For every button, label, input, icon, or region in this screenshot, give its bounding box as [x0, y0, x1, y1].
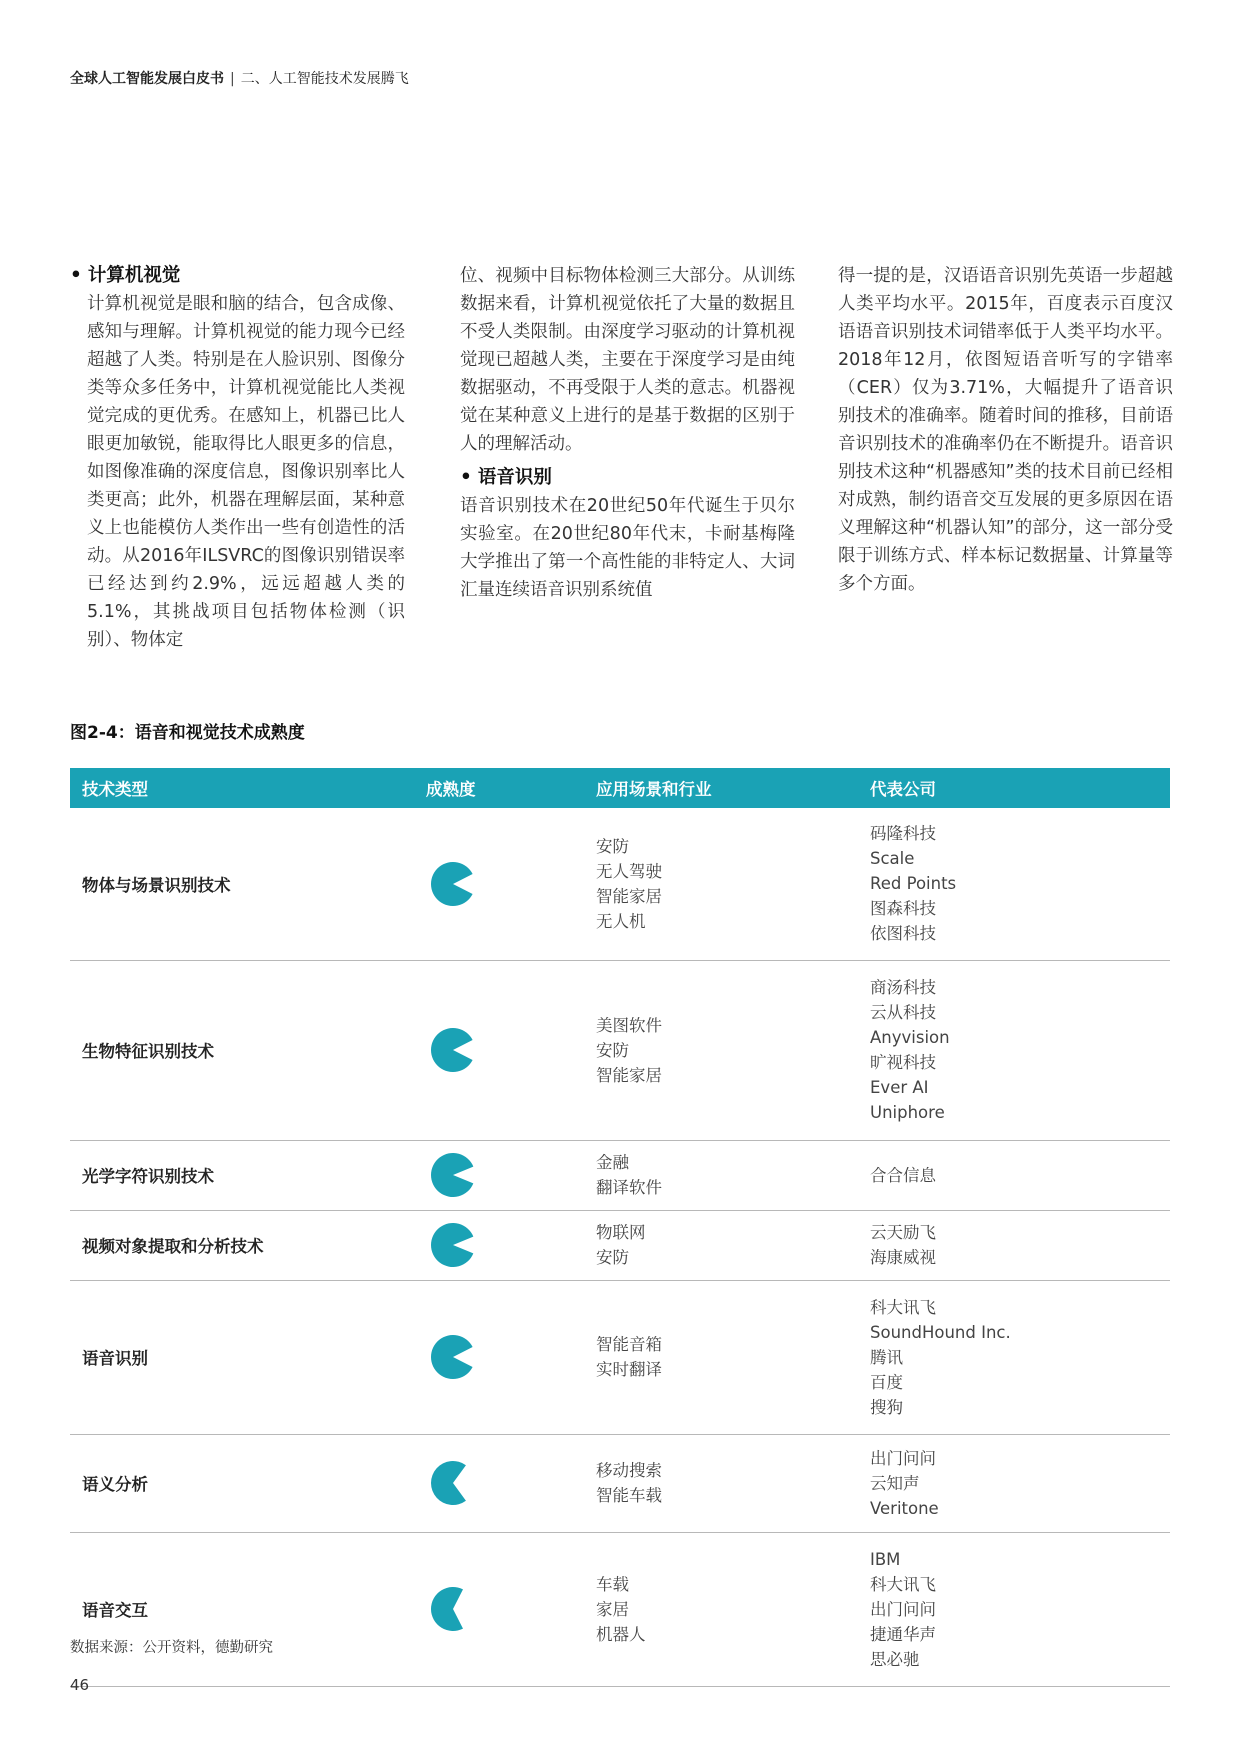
section-title-asr: 语音识别: [477, 467, 552, 488]
company-item: 云知声: [870, 1473, 920, 1493]
company-item: Veritone: [870, 1498, 939, 1518]
section-body-cv-1: 计算机视觉是眼和脑的结合，包含成像、感知与理解。计算机视觉的能力现今已经超越了人类。特别是在人脸识别、图像分类等众多任务中，计算机视觉能比人类视觉完成的更优秀。在感知上，机器已比人眼更加敏锐，能取得比人眼更多的信息，如图像准确的深度信息，图像识别率比人类更高；此外，机器在理解层面，某种意义上也能模仿人类作出一些有创造性的活动。从2016年ILSVRC的图像识别错误率已经达到约2.9%，远远超越人类的5.1%，其挑战项目包括物体检测（识别）、物体定: [87, 294, 405, 650]
table-row: [70, 1532, 1170, 1686]
maturity-pie-icon: [430, 1222, 476, 1268]
company-item: 图森科技: [870, 899, 936, 919]
text-column-3: [838, 262, 1173, 598]
scenario-item: 无人机: [596, 911, 646, 931]
maturity-pie-slice: [431, 1587, 463, 1631]
scenario-item: 智能家居: [596, 886, 662, 906]
table-row: [70, 1210, 1170, 1280]
maturity-pie-slice: [431, 1461, 466, 1505]
page-number: 46: [70, 1676, 90, 1694]
section-body-asr-2: 得一提的是，汉语语音识别先英语一步超越人类平均水平。2015年，百度表示百度汉语语音识别技术词错率低于人类平均水平。2018年12月，依图短语音听写的字错率（CER）仅为3.71%，大幅提升了语音识别技术的准确率。随着时间的推移，目前语音识别技术的准确率仍在不断提升。语音识别技术这种“机器感知”类的技术目前已经相对成熟，制约语音交互发展的更多原因在语义理解这种“机器认知”的部分，这一部分受限于训练方式、样本标记数据量、计算量等多个方面。: [838, 266, 1173, 594]
maturity-pie-icon: [430, 1460, 476, 1506]
company-item: 捷通华声: [870, 1624, 936, 1644]
table-row: [70, 1140, 1170, 1210]
maturity-table: [70, 768, 1170, 1687]
maturity-pie-slice: [431, 1028, 473, 1072]
scenario-item: 金融: [596, 1153, 629, 1172]
maturity-pie-icon: [430, 1152, 476, 1198]
section-body-cv-2: 位、视频中目标物体检测三大部分。从训练数据来看，计算机视觉依托了大量的数据且不受人类限制。由深度学习驱动的计算机视觉现已超越人类，主要在于深度学习是由纯数据驱动，不再受限于人类的意志。机器视觉在某种意义上进行的是基于数据的区别于人的理解活动。: [460, 266, 795, 454]
maturity-pie-slice: [431, 862, 473, 906]
company-item: 百度: [870, 1372, 903, 1392]
maturity-cell: [414, 808, 584, 960]
maturity-cell: [414, 1434, 584, 1532]
scenario-item: 无人驾驶: [596, 861, 662, 881]
scenario-item: 安防: [596, 836, 629, 856]
scenario-item: 智能家居: [596, 1065, 662, 1085]
maturity-pie-icon: [430, 1586, 476, 1632]
company-item: Ever AI: [870, 1078, 929, 1097]
text-column-2: [460, 262, 795, 604]
tech-type-cell: 视频对象提取和分析技术: [70, 1210, 414, 1280]
chapter-title: 二、人工智能技术发展腾飞: [240, 71, 409, 87]
company-item: 思必驰: [870, 1649, 920, 1669]
section-body-asr-1: 语音识别技术在20世纪50年代诞生于贝尔实验室。在20世纪80年代末，卡耐基梅隆大学推出了第一个高性能的非特定人、大词汇量连续语音识别系统值: [460, 496, 795, 600]
section-title-cv: 计算机视觉: [87, 265, 181, 286]
companies-cell: [858, 1532, 1170, 1686]
section-heading-asr: [460, 464, 795, 492]
maturity-pie-slice: [431, 1153, 473, 1197]
companies-cell: [858, 1434, 1170, 1532]
tech-type-cell: 物体与场景识别技术: [70, 808, 414, 960]
maturity-pie-icon: [430, 1027, 476, 1073]
company-item: 出门问问: [870, 1599, 936, 1619]
scenarios-cell: [584, 960, 858, 1140]
company-item: Anyvision: [870, 1028, 950, 1047]
company-item: 科大讯飞: [870, 1574, 936, 1594]
company-item: 出门问问: [870, 1448, 936, 1468]
maturity-cell: [414, 960, 584, 1140]
company-item: 云从科技: [870, 1003, 936, 1022]
scenario-item: 美图软件: [596, 1015, 662, 1035]
company-item: 云天励飞: [870, 1223, 936, 1242]
data-source-note: 数据来源：公开资料，德勤研究: [70, 1640, 273, 1656]
company-item: 商汤科技: [870, 978, 936, 997]
maturity-cell: [414, 1210, 584, 1280]
section-heading-cv: [70, 262, 405, 290]
company-item: 旷视科技: [870, 1053, 936, 1072]
column-header-maturity: 成熟度: [414, 768, 584, 808]
column-header-tech: 技术类型: [70, 768, 414, 808]
company-item: Scale: [870, 849, 915, 869]
company-item: 搜狗: [870, 1397, 903, 1417]
scenarios-cell: [584, 1280, 858, 1434]
maturity-cell: [414, 1280, 584, 1434]
bullet-icon: •: [70, 265, 82, 286]
scenario-item: 智能音箱: [596, 1335, 662, 1354]
maturity-cell: [414, 1140, 584, 1210]
tech-type-cell: 语音交互: [70, 1532, 414, 1686]
scenarios-cell: [584, 1210, 858, 1280]
bullet-icon: •: [460, 467, 472, 488]
company-item: 腾讯: [870, 1347, 903, 1367]
figure-title: 图2-4：语音和视觉技术成熟度: [70, 723, 305, 743]
scenario-item: 机器人: [596, 1624, 646, 1644]
table-body: [70, 808, 1170, 1686]
company-item: Red Points: [870, 874, 957, 894]
text-column-1: [70, 262, 405, 654]
scenario-item: 翻译软件: [596, 1178, 662, 1197]
table-row: [70, 808, 1170, 960]
maturity-cell: [414, 1532, 584, 1686]
header-separator: |: [230, 71, 235, 87]
scenario-item: 智能车载: [596, 1486, 662, 1505]
scenario-item: 家居: [596, 1599, 629, 1619]
tech-type-cell: 语义分析: [70, 1434, 414, 1532]
column-header-scenarios: 应用场景和行业: [584, 768, 858, 808]
running-header: [70, 68, 409, 88]
tech-type-cell: 生物特征识别技术: [70, 960, 414, 1140]
company-item: 海康威视: [870, 1248, 936, 1267]
book-title: 全球人工智能发展白皮书: [70, 71, 224, 87]
tech-type-cell: 语音识别: [70, 1280, 414, 1434]
maturity-pie-icon: [430, 861, 476, 907]
company-item: 码隆科技: [870, 824, 936, 844]
column-header-companies: 代表公司: [858, 768, 1170, 808]
companies-cell: [858, 1210, 1170, 1280]
scenario-item: 车载: [596, 1574, 629, 1594]
company-item: 合合信息: [870, 1165, 936, 1185]
companies-cell: [858, 808, 1170, 960]
company-item: IBM: [870, 1549, 901, 1569]
scenario-item: 安防: [596, 1040, 629, 1060]
company-item: 科大讯飞: [870, 1297, 936, 1317]
companies-cell: [858, 1280, 1170, 1434]
scenario-item: 物联网: [596, 1223, 646, 1242]
company-item: Uniphore: [870, 1103, 945, 1122]
table-row: [70, 1434, 1170, 1532]
scenario-item: 安防: [596, 1248, 629, 1267]
tech-type-cell: 光学字符识别技术: [70, 1140, 414, 1210]
companies-cell: [858, 1140, 1170, 1210]
company-item: SoundHound Inc.: [870, 1322, 1011, 1342]
company-item: 依图科技: [870, 924, 936, 944]
table-header-row: [70, 768, 1170, 808]
maturity-pie-icon: [430, 1334, 476, 1380]
scenario-item: 移动搜索: [596, 1461, 662, 1480]
maturity-pie-slice: [431, 1335, 473, 1379]
scenarios-cell: [584, 1434, 858, 1532]
scenarios-cell: [584, 1140, 858, 1210]
scenarios-cell: [584, 1532, 858, 1686]
scenarios-cell: [584, 808, 858, 960]
maturity-pie-slice: [431, 1223, 473, 1267]
companies-cell: [858, 960, 1170, 1140]
table-row: [70, 1280, 1170, 1434]
table-row: [70, 960, 1170, 1140]
scenario-item: 实时翻译: [596, 1360, 662, 1379]
